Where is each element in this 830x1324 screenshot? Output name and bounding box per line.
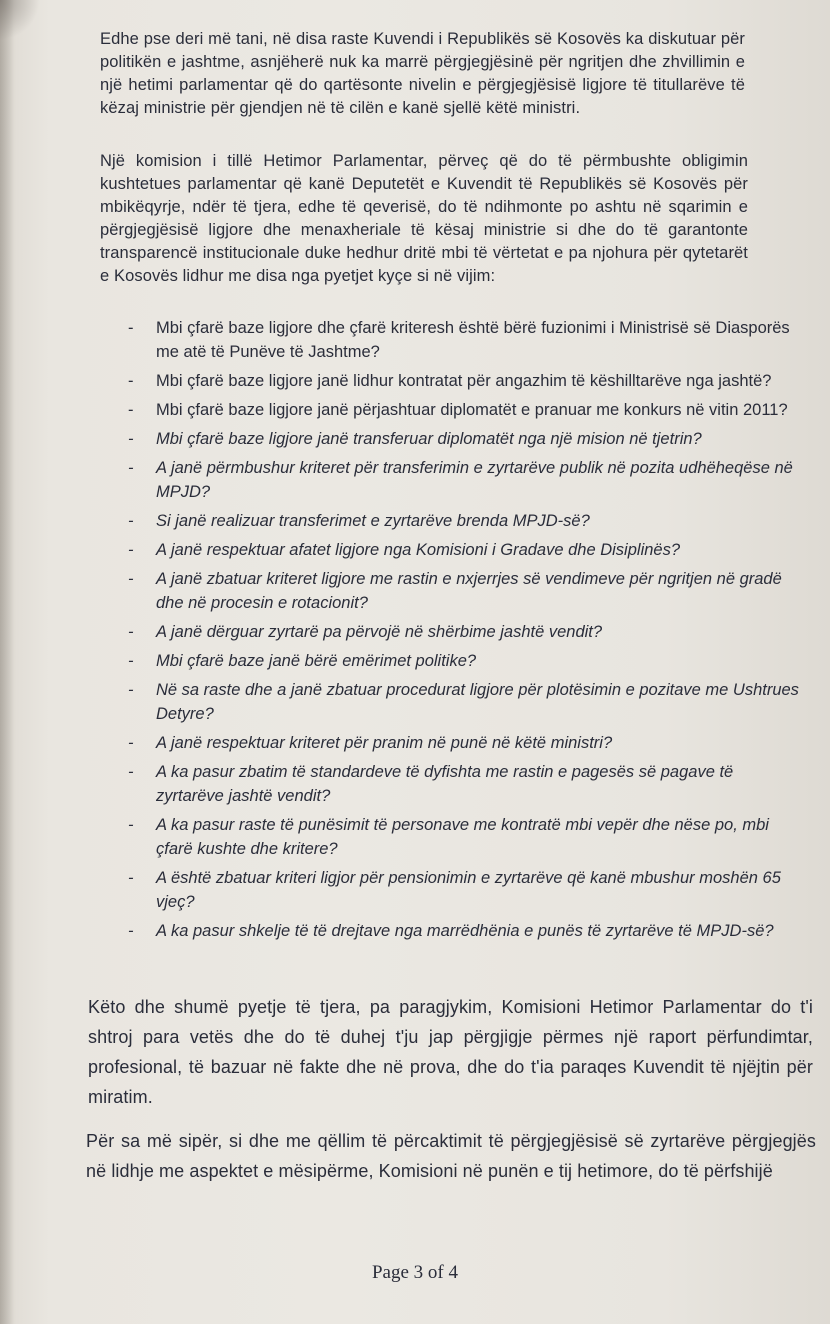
list-item: - A janë dërguar zyrtarë pa përvojë në shërbime jashtë vendit?: [110, 620, 800, 644]
list-item: - Mbi çfarë baze ligjore janë transferuar diplomatët nga një mision në tjetrin?: [110, 427, 800, 451]
page-edge-shadow: [0, 0, 14, 1324]
list-item: - A janë respektuar afatet ligjore nga Komisioni i Gradave dhe Disiplinës?: [110, 538, 800, 562]
list-item: - Mbi çfarë baze janë bërë emërimet politike?: [110, 649, 800, 673]
intro-paragraph: Edhe pse deri më tani, në disa raste Kuvendi i Republikës së Kosovës ka diskutuar për politikën e jashtme, asnjëherë nuk ka marrë përgjegjësinë për ngritjen dhe zhvillimin e një hetimi parlamentar që do qartësonte nivelin e përgjegjësisë ligjore të titullarëve të këzaj ministrie për gjendjen në të cilën e kanë sjellë këtë ministri.: [100, 30, 745, 117]
list-item: - Në sa raste dhe a janë zbatuar procedurat ligjore për plotësimin e pozitave me Ushtrues Detyre?: [110, 678, 800, 726]
list-item: - A janë përmbushur kriteret për transferimin e zyrtarëve publik në pozita udhëheqëse në MPJD?: [110, 456, 800, 504]
list-item: - A ka pasur shkelje të të drejtave nga marrëdhënia e punës të zyrtarëve të MPJD-së?: [110, 919, 800, 943]
list-item: - A janë zbatuar kriteret ligjore me rastin e nxjerrjes së vendimeve për ngritjen në gradë dhe në procesin e rotacionit?: [110, 567, 800, 615]
list-item: - Mbi çfarë baze ligjore dhe çfarë kriteresh është bërë fuzionimi i Ministrisë së Diasporës me atë të Punëve të Jashtme?: [110, 316, 800, 364]
page-number: Page 3 of 4: [371, 1262, 458, 1283]
corner-shadow: [0, 0, 40, 40]
questions-list: [110, 316, 800, 948]
list-item: - Mbi çfarë baze ligjore janë përjashtuar diplomatët e pranuar me konkurs në vitin 2011?: [110, 398, 800, 422]
list-item: - A është zbatuar kriteri ligjor për pensionimin e zyrtarëve që kanë mbushur moshën 65 vjeç?: [110, 866, 800, 914]
closing-paragraph: Këto dhe shumë pyetje të tjera, pa paragjykim, Komisioni Hetimor Parlamentar do t'i shtroj para vetës dhe do të duhej t'ju jap përgjigje përmes një raport përfundimtar, profesional, të bazuar në fakte dhe në prova, dhe do t'ia paraqes Kuvendit të njëjtin për miratim.: [88, 997, 813, 1107]
list-item: - A janë respektuar kriteret për pranim në punë në këtë ministri?: [110, 731, 800, 755]
list-item: - A ka pasur raste të punësimit të personave me kontratë mbi vepër dhe nëse po, mbi çfarë kushte dhe kritere?: [110, 813, 800, 861]
responsibility-paragraph: Për sa më sipër, si dhe me qëllim të përcaktimit të përgjegjësisë së zyrtarëve përgjegjës në lidhje me aspektet e mësipërme, Komisioni në punën e tij hetimore, do të përfshijë: [86, 1131, 816, 1181]
list-item: - Si janë realizuar transferimet e zyrtarëve brenda MPJD-së?: [110, 509, 800, 533]
list-item: - Mbi çfarë baze ligjore janë lidhur kontratat për angazhim të këshilltarëve nga jashtë?: [110, 369, 800, 393]
list-item: - A ka pasur zbatim të standardeve të dyfishta me rastin e pagesës së pagave të zyrtarëve jashtë vendit?: [110, 760, 800, 808]
commission-paragraph: Një komision i tillë Hetimor Parlamentar, përveç që do të përmbushte obligimin kushtetues parlamentar që kanë Deputetët e Kuvendit të Republikës së Kosovës për mbikëqyrje, ndër të tjera, edhe të qeverisë, do të ndihmonte po ashtu në sqarimin e përgjegjësisë ligjore dhe menaxheriale të kësaj ministrie si dhe do të garantonte transparencë institucionale duke hedhur dritë mbi të vërtetat e pa njohura për qytetarët e Kosovës lidhur me disa nga pyetjet kyçe si në vijim:: [100, 152, 748, 285]
